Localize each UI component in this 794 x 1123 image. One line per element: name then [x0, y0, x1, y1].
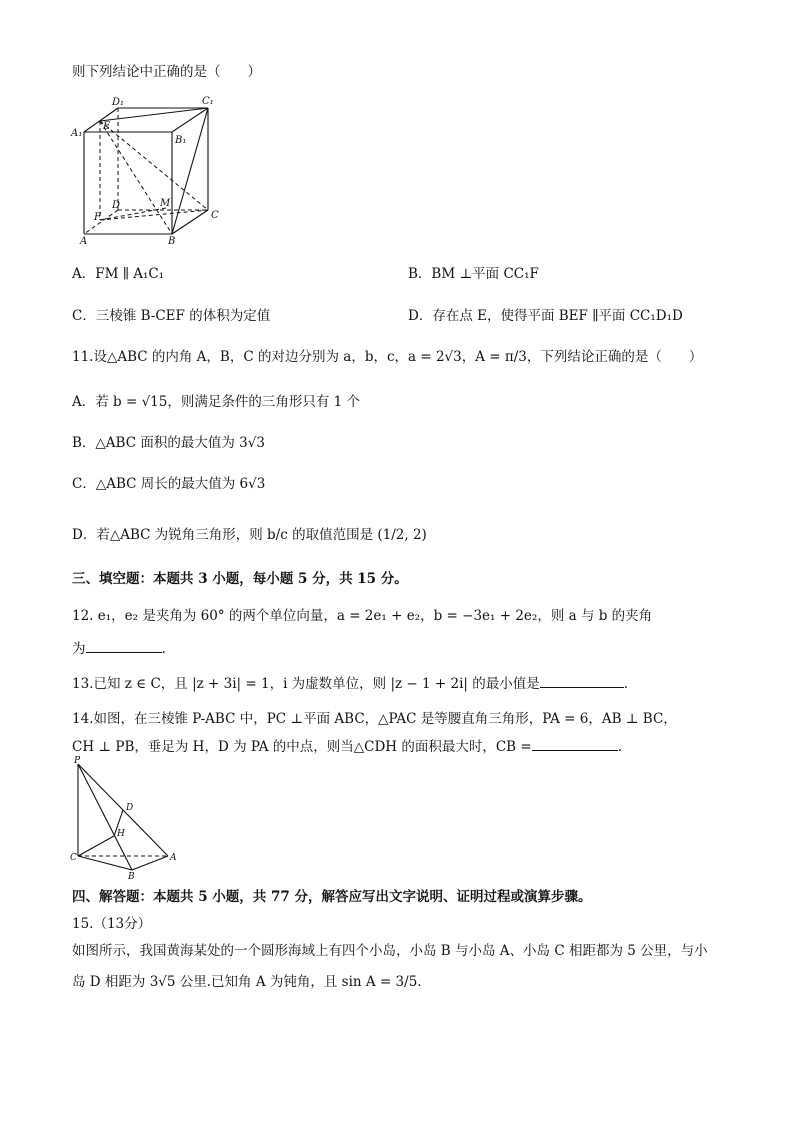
q10-stem: 则下列结论中正确的是（ ） [72, 64, 261, 80]
section-4-title: 四、解答题：本题共 5 小题，共 77 分，解答应写出文字说明、证明过程或演算步骤。 [72, 889, 592, 905]
q14-line-2-text: CH ⊥ PB，垂足为 H，D 为 PA 的中点，则当△CDH 的面积最大时，CB = [72, 739, 532, 755]
label-H: H [117, 829, 125, 839]
q13-line: 13.已知 z ∈ C，且 |z + 3i| = 1，i 为虚数单位，则 |z − 1 + 2i| 的最小值是 . [72, 673, 628, 694]
label-C1: C₁ [202, 96, 214, 107]
label-D1: D₁ [112, 97, 125, 108]
label-D-14: D [126, 803, 134, 813]
q12-line-2-text: 为 [72, 641, 86, 657]
label-A: A [80, 236, 88, 247]
q14-line-2: CH ⊥ PB，垂足为 H，D 为 PA 的中点，则当△CDH 的面积最大时，CB = . [72, 736, 622, 757]
label-D: D [112, 200, 121, 211]
q10-option-b: B．BM ⊥平面 CC₁F [408, 266, 539, 282]
label-F: F [94, 212, 101, 223]
label-E: E [103, 121, 111, 132]
label-C: C [211, 210, 219, 221]
q12-answer-blank[interactable] [86, 638, 162, 653]
label-B: B [168, 236, 176, 247]
q10-option-d: D．存在点 E，使得平面 BEF ∥平面 CC₁D₁D [408, 308, 683, 324]
label-P: P [74, 756, 81, 766]
q10-cube-figure [70, 94, 230, 252]
q11-stem: 11.设△ABC 的内角 A，B，C 的对边分别为 a，b，c，a = 2√3，A = π/3，下列结论正确的是（ ） [72, 349, 703, 365]
q14-pyramid-figure [70, 756, 188, 880]
label-B1: B₁ [175, 135, 187, 146]
q15-label: 15.（13分） [72, 916, 152, 932]
label-M: M [160, 198, 171, 209]
q15-line-2: 岛 D 相距为 3√5 公里.已知角 A 为钝角，且 sin A = 3/5. [72, 974, 422, 990]
q13-answer-blank[interactable] [540, 673, 624, 688]
q11-option-a: A．若 b = √15，则满足条件的三角形只有 1 个 [72, 394, 361, 410]
section-3-title: 三、填空题：本题共 3 小题，每小题 5 分，共 15 分。 [72, 571, 408, 587]
q10-option-c: C．三棱锥 B-CEF 的体积为定值 [72, 308, 271, 324]
q15-line-1: 如图所示，我国黄海某处的一个圆形海域上有四个小岛，小岛 B 与小岛 A、小岛 C 相距都为 5 公里，与小 [72, 943, 708, 959]
q14-answer-blank[interactable] [532, 736, 618, 751]
q12-line-2: 为 . [72, 638, 166, 659]
q12-line-1: 12. e₁，e₂ 是夹角为 60° 的两个单位向量，a = 2e₁ + e₂，b = −3e₁ + 2e₂，则 a 与 b 的夹角 [72, 608, 653, 624]
label-A-14: A [170, 853, 177, 863]
q11-option-d: D．若△ABC 为锐角三角形，则 b/c 的取值范围是 (1/2, 2) [72, 527, 427, 543]
label-C-14: C [70, 853, 77, 863]
q14-line-1: 14.如图，在三棱锥 P-ABC 中，PC ⊥平面 ABC，△PAC 是等腰直角三角形，PA = 6，AB ⊥ BC， [72, 711, 677, 727]
q13-text: 13.已知 z ∈ C，且 |z + 3i| = 1，i 为虚数单位，则 |z − 1 + 2i| 的最小值是 [72, 676, 540, 692]
q11-option-c: C．△ABC 周长的最大值为 6√3 [72, 476, 266, 492]
q10-option-a: A．FM ∥ A₁C₁ [72, 266, 165, 282]
label-A1: A₁ [71, 128, 83, 139]
label-B-14: B [128, 872, 135, 880]
q11-option-b: B．△ABC 面积的最大值为 3√3 [72, 435, 265, 451]
